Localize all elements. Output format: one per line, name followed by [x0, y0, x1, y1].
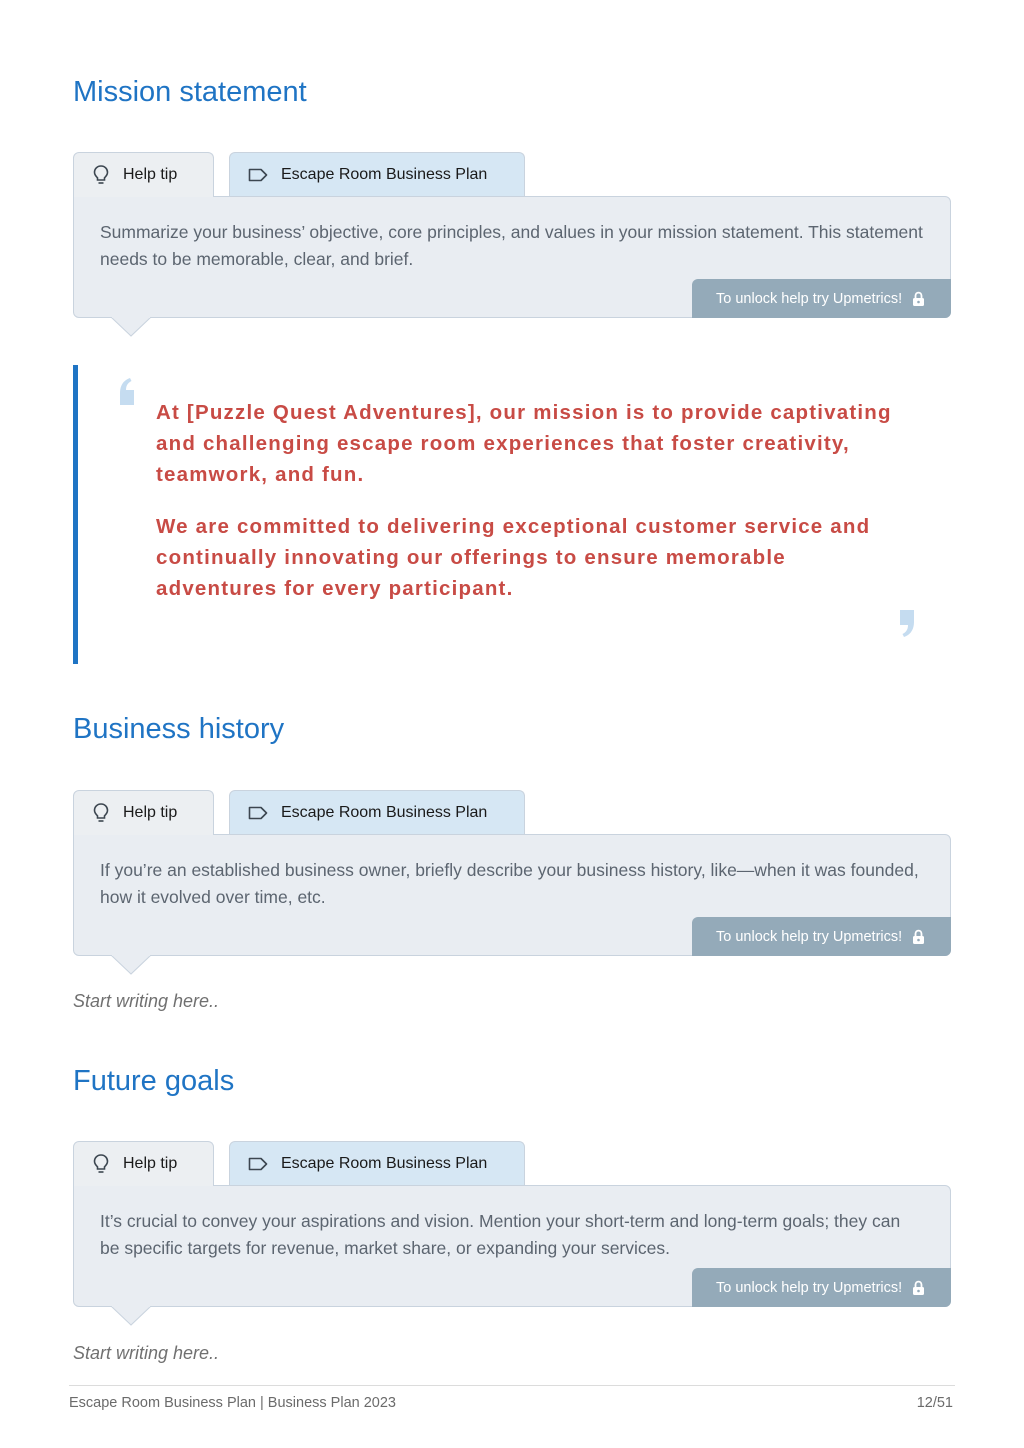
footer-divider — [69, 1385, 955, 1386]
lightbulb-icon — [92, 164, 110, 186]
help-tip-content — [73, 1185, 951, 1307]
tag-icon — [248, 806, 268, 820]
unlock-label: To unlock help try Upmetrics! — [716, 928, 903, 945]
tip-pointer — [111, 317, 151, 337]
lightbulb-icon — [92, 802, 110, 824]
tab-help-tip-label: Help tip — [123, 166, 178, 183]
writing-placeholder-goals[interactable]: Start writing here.. — [73, 1343, 220, 1363]
tab-help-tip[interactable] — [73, 790, 214, 835]
unlock-label: To unlock help try Upmetrics! — [716, 290, 903, 307]
tab-business-plan-label: Escape Room Business Plan — [281, 1155, 488, 1172]
tag-icon — [248, 168, 268, 182]
section-title-future-goals: Future goals — [73, 1065, 235, 1097]
tab-help-tip-label: Help tip — [123, 804, 178, 821]
open-quote-icon — [116, 377, 136, 407]
tab-business-plan[interactable] — [229, 152, 525, 197]
unlock-upmetrics-button[interactable] — [692, 279, 951, 318]
mission-quote — [73, 365, 951, 664]
section-title-business-history: Business history — [73, 713, 285, 745]
help-tip-text: If you’re an established business owner, briefly describe your business history, like—when it was founded, how it evolved over time, etc. — [100, 860, 919, 907]
tip-pointer — [111, 955, 151, 975]
help-tip-text: Summarize your business’ objective, core principles, and values in your mission statement. This statement needs to be memorable, clear, and brief. — [100, 222, 923, 269]
footer-document-title: Escape Room Business Plan | Business Plan 2023 — [69, 1395, 396, 1411]
lock-icon — [912, 291, 925, 307]
help-tip-content — [73, 834, 951, 956]
tab-help-tip-label: Help tip — [123, 1155, 178, 1172]
unlock-upmetrics-button[interactable] — [692, 1268, 951, 1307]
help-tip-text: It’s crucial to convey your aspirations and vision. Mention your short-term and long-term goals; they can be specific targets for revenue, market share, or expanding your services. — [100, 1211, 901, 1258]
tab-business-plan-label: Escape Room Business Plan — [281, 166, 488, 183]
section-title-mission: Mission statement — [73, 76, 307, 108]
tab-business-plan-label: Escape Room Business Plan — [281, 804, 488, 821]
tab-business-plan[interactable] — [229, 790, 525, 835]
lock-icon — [912, 1280, 925, 1296]
unlock-label: To unlock help try Upmetrics! — [716, 1279, 903, 1296]
writing-placeholder-history[interactable]: Start writing here.. — [73, 991, 220, 1011]
tag-icon — [248, 1157, 268, 1171]
tip-pointer — [111, 1306, 151, 1326]
tab-help-tip[interactable] — [73, 152, 214, 197]
footer-page-number: 12/51 — [916, 1395, 953, 1411]
close-quote-icon — [898, 608, 918, 638]
tab-help-tip[interactable] — [73, 1141, 214, 1186]
lightbulb-icon — [92, 1153, 110, 1175]
mission-quote-paragraph-2: We are committed to delivering exceptional customer service and continually innovating our offerings to ensure memorable adventures for every participant. — [156, 515, 871, 600]
lock-icon — [912, 929, 925, 945]
tab-business-plan[interactable] — [229, 1141, 525, 1186]
mission-quote-paragraph-1: At [Puzzle Quest Adventures], our mission is to provide captivating and challenging escape room experiences that foster creativity, teamwork, and fun. — [156, 401, 892, 486]
unlock-upmetrics-button[interactable] — [692, 917, 951, 956]
help-tip-content — [73, 196, 951, 318]
